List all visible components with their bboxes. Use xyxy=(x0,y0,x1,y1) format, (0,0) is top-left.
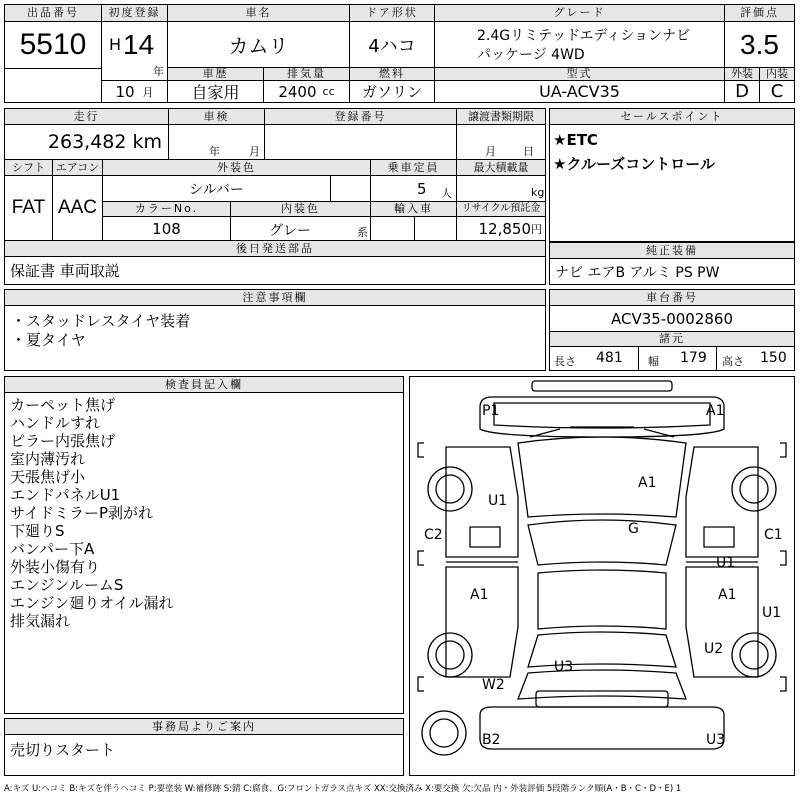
note-item-1: ・スタッドレスタイヤ装着 xyxy=(11,312,191,330)
tyre-rear-right-inner xyxy=(740,641,768,669)
tyre-front-right-inner xyxy=(740,475,768,503)
chassis-no: ACV35-0002860 xyxy=(550,306,794,332)
import-cell xyxy=(371,217,415,240)
inspector-list xyxy=(10,396,174,630)
inspector-item: 天張焦げ小 xyxy=(10,468,86,486)
equipment-box xyxy=(549,242,795,285)
transfer-label: 譲渡書類期限 xyxy=(457,109,545,125)
mark-a1-front: A1 xyxy=(706,403,725,419)
car-diagram-box xyxy=(409,376,795,776)
roof-spoiler xyxy=(532,381,672,391)
tyre-rear-left xyxy=(428,633,472,677)
later-parts-label: 後日発送部品 xyxy=(5,240,545,257)
length-label: 長さ xyxy=(554,355,576,368)
left-side-rear xyxy=(446,567,518,677)
first-reg-sep xyxy=(102,22,168,80)
mark-g: G xyxy=(628,521,639,537)
inspector-item: 排気漏れ xyxy=(10,612,71,630)
later-parts: 保証書 車両取説 xyxy=(10,262,120,280)
recycle-label: リサイクル預託金 xyxy=(457,202,545,217)
inspector-item: ハンドルすれ xyxy=(10,414,101,432)
left-side-front xyxy=(446,447,518,557)
inspector-item: サイドミラーP剥がれ xyxy=(10,504,153,522)
plate-cell xyxy=(265,125,457,159)
reg-month: 10 xyxy=(115,82,135,101)
mark-u1-right-side: U1 xyxy=(762,605,782,621)
interior-label: 内装 xyxy=(760,67,794,81)
mark-u3-trunk: U3 xyxy=(554,659,574,675)
interior-grade: C xyxy=(770,81,784,102)
mileage: 263,482 xyxy=(47,131,127,153)
ext-color-label: 外装色 xyxy=(103,159,371,176)
inspection-cell xyxy=(169,125,265,159)
right-mirror xyxy=(704,527,734,547)
sales-item-1: ★ETC xyxy=(553,131,598,149)
office-note: 売切りスタート xyxy=(10,741,116,759)
width-label: 幅 xyxy=(648,355,659,368)
left-mirror xyxy=(470,527,500,547)
details-table xyxy=(4,108,546,285)
capacity: 5 xyxy=(417,180,427,198)
header-table xyxy=(4,4,795,103)
inspector-item: ピラー内張焦げ xyxy=(10,432,116,450)
legend: A:キズ U:ヘコミ B:キズを伴うヘコミ P:要塗装 W:補修跡 S:錆 C:腐食、G:フロントガラス点キズ XX:交換済み X:要交換 欠:欠品 内・外装評価 5段階ランク順(A・B・C・D・E) 1 xyxy=(4,784,682,794)
door: 4ハコ xyxy=(350,22,435,67)
int-color: グレー xyxy=(269,223,311,239)
shift-label: シフト xyxy=(5,159,53,176)
height-label: 高さ xyxy=(722,355,744,368)
displacement: 2400 xyxy=(278,82,317,101)
score-label: 評価点 xyxy=(725,5,794,22)
max-load-unit: kg xyxy=(531,186,545,199)
transfer-month-unit: 月 xyxy=(485,145,496,158)
color-no-label: カラーNo. xyxy=(103,202,231,217)
tyre-spare xyxy=(422,711,466,755)
transfer-day-unit: 日 xyxy=(523,145,534,158)
history-label: 車歴 xyxy=(168,67,264,81)
roof xyxy=(538,570,666,629)
mark-c1: C1 xyxy=(764,527,783,543)
mark-u1-left-front: U1 xyxy=(488,493,508,509)
grade-line1: 2.4Gリミテッドエディションナビ xyxy=(477,28,691,44)
right-side-front xyxy=(686,447,758,557)
import-cell-2 xyxy=(415,217,457,240)
bracket-left-1 xyxy=(418,443,424,457)
sales-item-2: ★クルーズコントロール xyxy=(553,155,715,173)
tyre-front-left xyxy=(428,467,472,511)
trunk xyxy=(518,670,686,699)
recycle: 12,850 xyxy=(478,219,531,238)
first-reg-label: 初度登録 xyxy=(102,5,168,22)
max-load-cell xyxy=(457,176,545,202)
bracket-left-2 xyxy=(418,551,424,565)
office-label: 事務局よりご案内 xyxy=(5,719,403,735)
dims-sep-2 xyxy=(716,347,717,370)
reg-month-cell xyxy=(102,80,168,102)
tyre-spare-inner xyxy=(430,719,458,747)
mark-u1-right-door: U1 xyxy=(716,555,736,571)
mileage-unit: km xyxy=(132,131,162,153)
car-diagram xyxy=(410,377,794,775)
mark-c2: C2 xyxy=(424,527,443,543)
displacement-unit: cc xyxy=(322,85,335,98)
door-label: ドア形状 xyxy=(350,5,435,22)
hood xyxy=(518,437,686,517)
model: UA-ACV35 xyxy=(435,81,725,102)
equipment-label: 純正装備 xyxy=(550,243,794,259)
sales-point-box xyxy=(549,108,795,242)
history: 自家用 xyxy=(168,81,264,102)
exterior-label: 外装 xyxy=(725,67,760,81)
grade-label: グレード xyxy=(435,5,725,22)
ac-label: エアコン xyxy=(53,159,103,176)
inspector-item: エンジン廻りオイル漏れ xyxy=(10,594,174,612)
dims-sep-1 xyxy=(638,347,639,370)
mileage-cell xyxy=(5,125,169,159)
inspection-month-unit: 月 xyxy=(249,145,260,158)
bracket-right-2 xyxy=(780,551,786,565)
lot-no-blank xyxy=(5,68,102,102)
mark-a1-right-door: A1 xyxy=(718,587,737,603)
import-label: 輸入車 xyxy=(371,202,457,217)
inspection-label: 車検 xyxy=(169,109,265,125)
capacity-unit: 人 xyxy=(441,187,452,200)
height: 150 xyxy=(760,350,787,366)
month-unit: 月 xyxy=(142,85,154,99)
model-label: 型式 xyxy=(435,67,725,81)
office-box xyxy=(4,718,404,776)
recycle-cell xyxy=(457,217,545,240)
note-item-2: ・夏タイヤ xyxy=(11,331,86,349)
bracket-right-3 xyxy=(780,677,786,691)
mileage-label: 走行 xyxy=(5,109,169,125)
bracket-left-3 xyxy=(418,677,424,691)
exterior-grade: D xyxy=(725,81,760,102)
inspector-item: 下廻りS xyxy=(10,522,65,540)
era: H xyxy=(109,35,122,54)
mark-p1: P1 xyxy=(482,403,500,419)
tyre-front-left-inner xyxy=(436,475,464,503)
grade-cell xyxy=(435,22,725,67)
fuel-label: 燃料 xyxy=(350,67,435,81)
inspector-item: 外装小傷有り xyxy=(10,558,101,576)
score: 3.5 xyxy=(740,28,779,60)
inspector-item: エンジンルームS xyxy=(10,576,124,594)
tyre-rear-left-inner xyxy=(436,641,464,669)
tyre-rear-right xyxy=(732,633,776,677)
chassis-box xyxy=(549,289,795,371)
inspection-year-unit: 年 xyxy=(209,145,220,158)
fuel: ガソリン xyxy=(350,81,435,102)
notes-box xyxy=(4,289,546,371)
year-unit: 年 xyxy=(153,65,164,78)
tyre-front-right xyxy=(732,467,776,511)
inspector-label: 検査員記入欄 xyxy=(5,377,403,393)
car-name: カムリ xyxy=(168,22,350,67)
int-color-unit: 系 xyxy=(357,226,368,239)
recycle-unit: 円 xyxy=(531,222,542,236)
int-color-label: 内装色 xyxy=(231,202,371,217)
rear-bumper xyxy=(536,691,668,707)
lot-no-label: 出品番号 xyxy=(5,5,102,22)
inspector-item: バンパー下A xyxy=(10,540,95,558)
sales-point-label: セールスポイント xyxy=(550,109,794,125)
lot-no: 5510 xyxy=(5,22,102,68)
max-load-label: 最大積載量 xyxy=(457,159,545,176)
reg-year: 14 xyxy=(123,29,155,60)
grade-line2: パッケージ 4WD xyxy=(477,47,585,63)
inspector-item: 室内薄汚れ xyxy=(10,450,86,468)
dims-label: 諸元 xyxy=(550,332,794,347)
inspector-item: エンドパネルU1 xyxy=(10,486,121,504)
length: 481 xyxy=(596,350,623,366)
width: 179 xyxy=(680,350,707,366)
transfer-cell xyxy=(457,125,545,159)
capacity-label: 乗車定員 xyxy=(371,159,457,176)
notes-label: 注意事項欄 xyxy=(5,290,545,306)
dims-row xyxy=(550,347,794,370)
inspector-item: カーペット焦げ xyxy=(10,396,116,414)
mark-b2: B2 xyxy=(482,732,501,748)
shift: FAT xyxy=(5,176,53,240)
rear-bumper-outer xyxy=(480,707,724,749)
inspector-box xyxy=(4,376,404,714)
capacity-cell xyxy=(371,176,457,202)
color-no: 108 xyxy=(103,217,231,240)
chassis-label: 車台番号 xyxy=(550,290,794,306)
mark-w2: W2 xyxy=(482,677,505,693)
front-bumper-inner xyxy=(494,403,710,428)
windshield xyxy=(528,520,676,565)
displacement-cell xyxy=(264,81,350,102)
rear-window xyxy=(528,632,676,667)
int-color-cell xyxy=(231,217,371,240)
bracket-right-1 xyxy=(780,443,786,457)
ext-color-extra xyxy=(331,176,371,202)
mark-u2: U2 xyxy=(704,641,724,657)
mark-a1-hood: A1 xyxy=(638,475,657,491)
right-side-rear xyxy=(686,567,758,677)
ext-color: シルバー xyxy=(103,176,331,202)
mark-a1-left-door: A1 xyxy=(470,587,489,603)
car-name-label: 車名 xyxy=(168,5,350,22)
ac: AAC xyxy=(53,176,103,240)
displacement-label: 排気量 xyxy=(264,67,350,81)
mark-u3-rear: U3 xyxy=(706,732,726,748)
plate-label: 登録番号 xyxy=(265,109,457,125)
equipment: ナビ エアB アルミ PS PW xyxy=(555,264,720,281)
